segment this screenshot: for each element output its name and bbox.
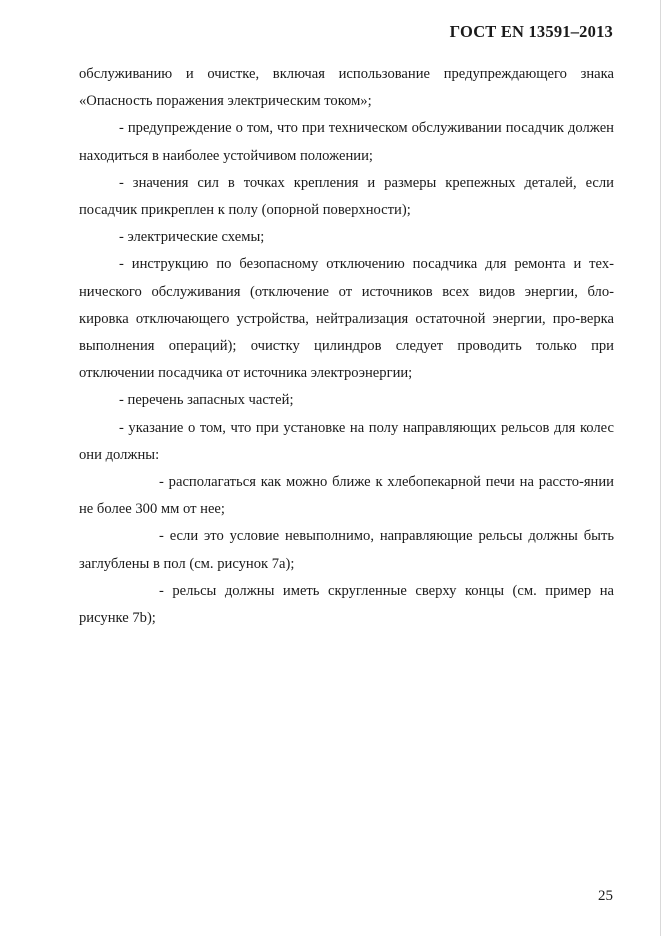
sublist-item-rail-rounded-ends: - рельсы должны иметь скругленные сверху концы (см. пример на рисунке 7b); bbox=[79, 582, 614, 627]
sublist-item-rail-distance: - располагаться как можно ближе к хлебопекарной печи на рассто-янии не более 300 мм от нее; bbox=[79, 474, 614, 518]
standard-header: ГОСТ EN 13591–2013 bbox=[449, 22, 613, 41]
list-item-safe-shutdown: - инструкцию по безопасному отключению посадчика для ремонта и тех-нического обслуживания (отключение от источников всех видов энергии, бло-кировка отключающего устройства, нейтрализация остаточной энергии, про-верка выполнения операций); очистку цилиндров следует проводить только при отключении посадчика от источника электроэнергии; bbox=[79, 256, 614, 382]
document-body bbox=[79, 61, 614, 632]
list-item-fastening-forces: - значения сил в точках крепления и размеры крепежных деталей, если посадчик прикреплен к полу (опорной поверхности); bbox=[79, 174, 614, 219]
paragraph-continuation: обслуживанию и очистке, включая использование предупреждающего знака «Опасность поражения электрическим током»; bbox=[79, 66, 614, 110]
list-item-spare-parts: - перечень запасных частей; bbox=[119, 392, 294, 409]
sublist-item-rail-recessed: - если это условие невыполнимо, направляющие рельсы должны быть заглублены в пол (см. рисунок 7a); bbox=[79, 528, 614, 572]
list-item-rail-installation: - указание о том, что при установке на полу направляющих рельсов для колес они должны: bbox=[79, 419, 614, 463]
page-number: 25 bbox=[598, 888, 613, 904]
list-item-maintenance-position: - предупреждение о том, что при техническом обслуживании посадчик должен находиться в наиболее устойчивом положении; bbox=[79, 120, 614, 164]
list-item-electrical-diagrams: - электрические схемы; bbox=[119, 229, 265, 246]
